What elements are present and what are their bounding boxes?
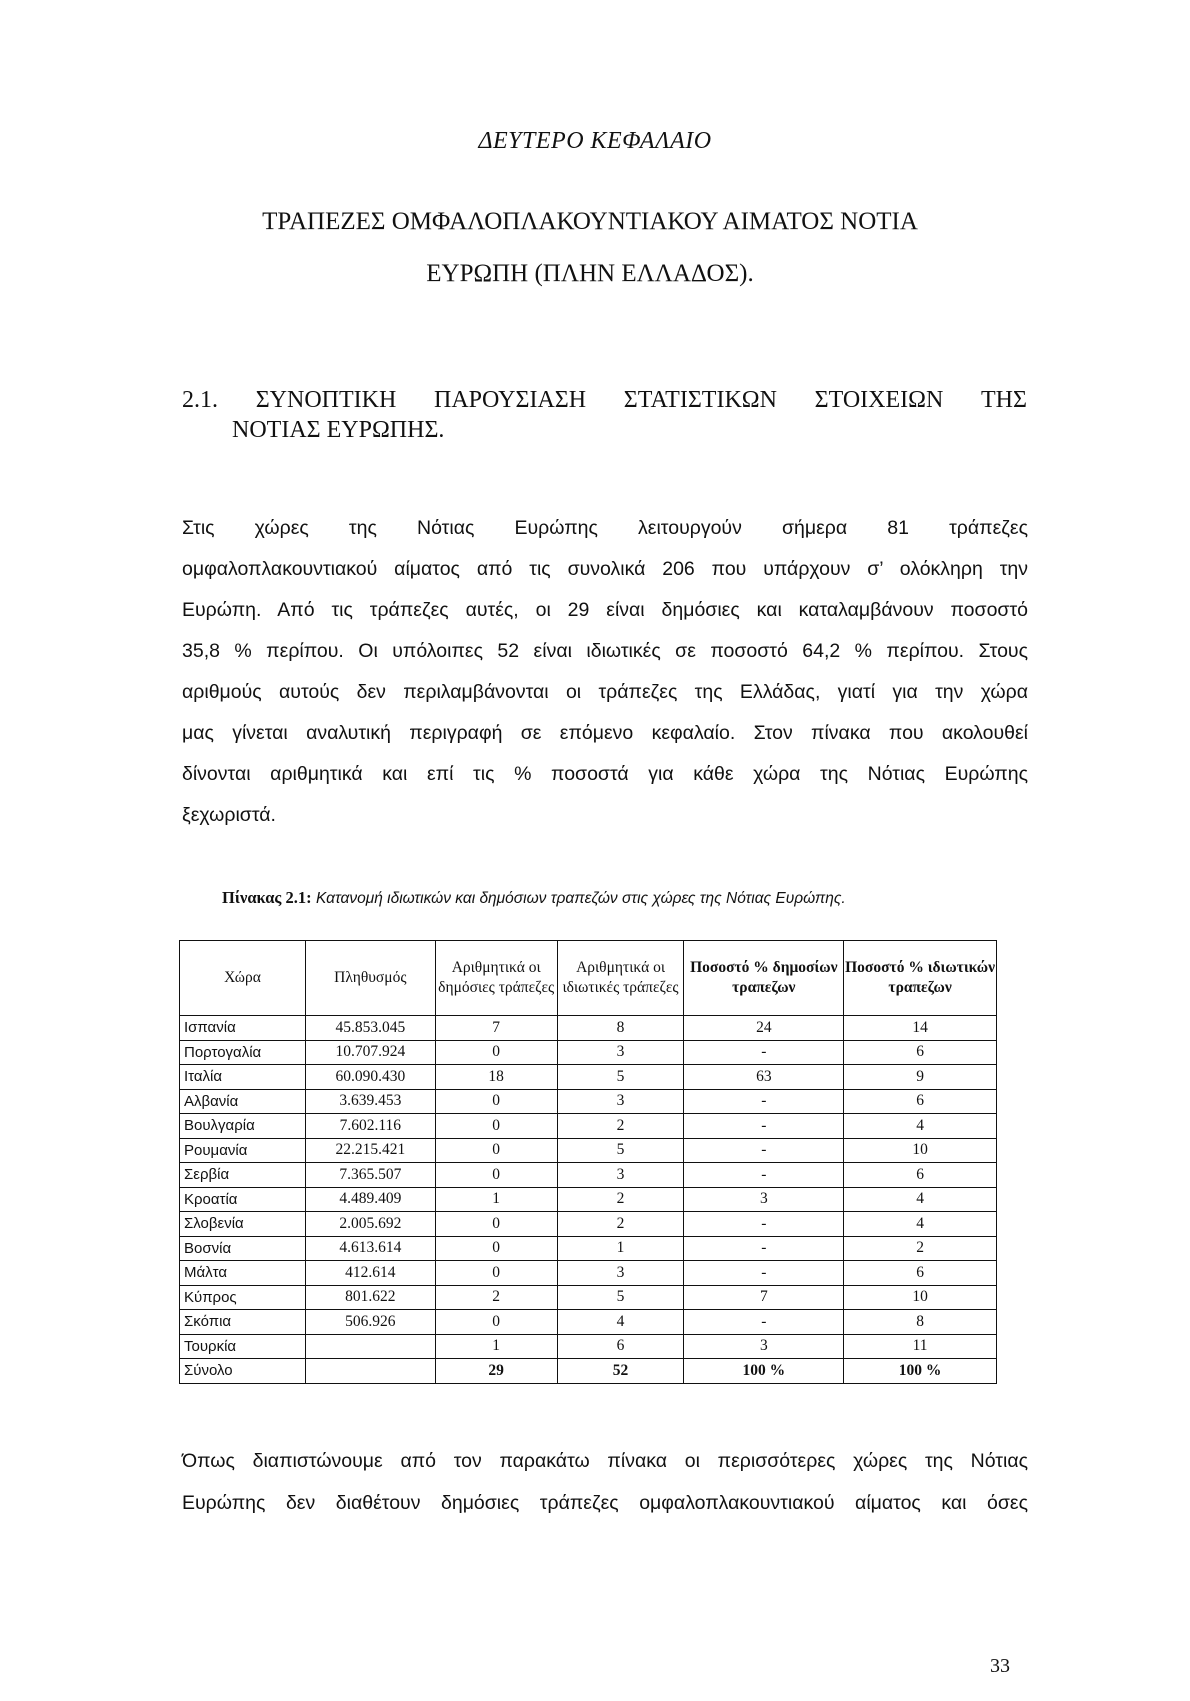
- table-row: [180, 1285, 997, 1310]
- table-cell: 8: [557, 1016, 684, 1041]
- table-cell: -: [684, 1261, 844, 1286]
- table-cell: 10: [844, 1285, 997, 1310]
- section-heading-line: [182, 385, 1027, 415]
- table-cell: Ισπανία: [180, 1016, 306, 1041]
- paragraph-intro: [182, 508, 1028, 836]
- table-row: [180, 1016, 997, 1041]
- table-cell: Κύπρος: [180, 1285, 306, 1310]
- table-cell: -: [684, 1163, 844, 1188]
- table-cell: 1: [435, 1334, 557, 1359]
- table-cell: 14: [844, 1016, 997, 1041]
- table-cell: 0: [435, 1261, 557, 1286]
- paragraph-line: Ευρώπης δεν διαθέτουν δημόσιες τράπεζες ομφαλοπλακουντιακού αίματος και όσες: [182, 1492, 1028, 1514]
- header-private-count: Αριθμητικά οι ιδιωτικές τράπεζες: [557, 941, 684, 1016]
- header-population: Πληθυσμός: [305, 941, 435, 1016]
- table-cell: 5: [557, 1065, 684, 1090]
- table-cell: 2: [435, 1285, 557, 1310]
- paragraph-line: ξεχωριστά.: [182, 804, 276, 826]
- table-cell: 7: [684, 1285, 844, 1310]
- section-word: ΣΥΝΟΠΤΙΚΗ: [255, 387, 397, 413]
- table-cell: 3: [684, 1187, 844, 1212]
- chapter-title-line: ΕΥΡΩΠΗ (ΠΛΗΝ ΕΛΛΑΔΟΣ).: [426, 260, 754, 287]
- table-cell: 18: [435, 1065, 557, 1090]
- table-cell: 4: [844, 1114, 997, 1139]
- table-row: [180, 1236, 997, 1261]
- table-cell: Σύνολο: [180, 1359, 306, 1384]
- section-word: ΣΤΟΙΧΕΙΩΝ: [814, 387, 944, 413]
- table-cell: Ρουμανία: [180, 1138, 306, 1163]
- chapter-heading: ΔΕΥΤΕΡΟ ΚΕΦΑΛΑΙΟ: [478, 128, 712, 154]
- table-cell: Κροατία: [180, 1187, 306, 1212]
- table-cell: 3: [557, 1089, 684, 1114]
- table-cell: 2.005.692: [305, 1212, 435, 1237]
- paragraph-line: δίνονται αριθμητικά και επί τις % ποσοστά για κάθε χώρα της Νότιας Ευρώπης: [182, 763, 1028, 785]
- table-cell: 100 %: [684, 1359, 844, 1384]
- table-row: [180, 1089, 997, 1114]
- header-public-percent: Ποσοστό % δημοσίων τραπεζων: [684, 941, 844, 1016]
- table-cell: 4.489.409: [305, 1187, 435, 1212]
- table-cell: 506.926: [305, 1310, 435, 1335]
- table-row: [180, 1310, 997, 1335]
- table-cell: 0: [435, 1040, 557, 1065]
- table-cell: Βουλγαρία: [180, 1114, 306, 1139]
- paragraph-line: Ευρώπη. Από τις τράπεζες αυτές, οι 29 είναι δημόσιες και καταλαμβάνουν ποσοστό: [182, 599, 1028, 621]
- table-cell: Σλοβενία: [180, 1212, 306, 1237]
- table-cell: Ιταλία: [180, 1065, 306, 1090]
- table-cell: 412.614: [305, 1261, 435, 1286]
- section-heading: [182, 385, 1027, 445]
- table-caption: [222, 888, 1022, 908]
- table-cell: 5: [557, 1285, 684, 1310]
- header-private-percent: Ποσοστό % ιδιωτικών τραπεζων: [844, 941, 997, 1016]
- table-cell: 4: [557, 1310, 684, 1335]
- table-cell: 4: [844, 1212, 997, 1237]
- table-cell: 6: [844, 1040, 997, 1065]
- table-cell: 10: [844, 1138, 997, 1163]
- table-cell: 0: [435, 1212, 557, 1237]
- table-cell: 0: [435, 1089, 557, 1114]
- table-cell: 22.215.421: [305, 1138, 435, 1163]
- table-cell: 2: [557, 1187, 684, 1212]
- table-row: [180, 1334, 997, 1359]
- paragraph-line: 35,8 % περίπου. Οι υπόλοιπες 52 είναι ιδιωτικές σε ποσοστό 64,2 % περίπου. Στους: [182, 640, 1028, 662]
- table-row: [180, 1114, 997, 1139]
- table-cell: 2: [557, 1212, 684, 1237]
- header-country: Χώρα: [180, 941, 306, 1016]
- table-cell: 6: [844, 1163, 997, 1188]
- section-word: ΠΑΡΟΥΣΙΑΣΗ: [434, 387, 587, 413]
- table-cell: 45.853.045: [305, 1016, 435, 1041]
- table-cell: [305, 1359, 435, 1384]
- table-row: [180, 1261, 997, 1286]
- table-cell: 1: [557, 1236, 684, 1261]
- table-cell: 60.090.430: [305, 1065, 435, 1090]
- table-cell: Σκόπια: [180, 1310, 306, 1335]
- table-cell: [305, 1334, 435, 1359]
- table-cell: 24: [684, 1016, 844, 1041]
- table-cell: 4.613.614: [305, 1236, 435, 1261]
- table-cell: 1: [435, 1187, 557, 1212]
- table-cell: Σερβία: [180, 1163, 306, 1188]
- table-row: [180, 1212, 997, 1237]
- table-cell: 3: [557, 1163, 684, 1188]
- table-cell: 6: [557, 1334, 684, 1359]
- table-cell: -: [684, 1310, 844, 1335]
- table-cell: 0: [435, 1236, 557, 1261]
- table-cell: 3.639.453: [305, 1089, 435, 1114]
- table-cell: 3: [557, 1040, 684, 1065]
- table-cell: Τουρκία: [180, 1334, 306, 1359]
- table-cell: 63: [684, 1065, 844, 1090]
- table-cell: Βοσνία: [180, 1236, 306, 1261]
- table-cell: 3: [557, 1261, 684, 1286]
- table-cell: 801.622: [305, 1285, 435, 1310]
- section-word: ΣΤΑΤΙΣΤΙΚΩΝ: [623, 387, 777, 413]
- table-cell: 0: [435, 1310, 557, 1335]
- table-cell: -: [684, 1040, 844, 1065]
- paragraph-line: αριθμούς αυτούς δεν περιλαμβάνονται οι τράπεζες της Ελλάδας, γιατί για την χώρα: [182, 681, 1028, 703]
- table-total-row: [180, 1359, 997, 1384]
- chapter-title-line: ΤΡΑΠΕΖΕΣ ΟΜΦΑΛΟΠΛΑΚΟΥΝΤΙΑΚΟΥ ΑΙΜΑΤΟΣ ΝΟΤΙΑ: [262, 208, 918, 235]
- table-cell: 7: [435, 1016, 557, 1041]
- paragraph-line: μας γίνεται αναλυτική περιγραφή σε επόμενο κεφαλαίο. Στον πίνακα που ακολουθεί: [182, 722, 1028, 744]
- table-cell: 2: [844, 1236, 997, 1261]
- table-cell: 100 %: [844, 1359, 997, 1384]
- table-cell: 29: [435, 1359, 557, 1384]
- table-cell: 4: [844, 1187, 997, 1212]
- table-body: [180, 1016, 997, 1384]
- section-number: 2.1.: [182, 387, 218, 413]
- table-cell: Αλβανία: [180, 1089, 306, 1114]
- table-cell: Μάλτα: [180, 1261, 306, 1286]
- paragraph-line: Στις χώρες της Νότιας Ευρώπης λειτουργούν σήμερα 81 τράπεζες: [182, 517, 1028, 539]
- table-cell: 7.365.507: [305, 1163, 435, 1188]
- table-cell: 6: [844, 1089, 997, 1114]
- section-heading-line: ΝΟΤΙΑΣ ΕΥΡΩΠΗΣ.: [232, 417, 445, 443]
- table-cell: 52: [557, 1359, 684, 1384]
- paragraph-line: Όπως διαπιστώνουμε από τον παρακάτω πίνακα οι περισσότερες χώρες της Νότιας: [182, 1450, 1028, 1472]
- paragraph-line: ομφαλοπλακουντιακού αίματος από τις συνολικά 206 που υπάρχουν σ’ ολόκληρη την: [182, 558, 1028, 580]
- section-word: ΤΗΣ: [981, 387, 1027, 413]
- table-cell: 6: [844, 1261, 997, 1286]
- table-row: [180, 1065, 997, 1090]
- table-row: [180, 1187, 997, 1212]
- table-row: [180, 1040, 997, 1065]
- table-cell: -: [684, 1138, 844, 1163]
- table-cell: 0: [435, 1163, 557, 1188]
- banks-table: [179, 940, 997, 1384]
- table-row: [180, 1163, 997, 1188]
- paragraph-conclusion: [182, 1440, 1028, 1524]
- chapter-title: [150, 196, 1030, 300]
- table-cell: -: [684, 1236, 844, 1261]
- table-cell: -: [684, 1114, 844, 1139]
- table-cell: 10.707.924: [305, 1040, 435, 1065]
- table-caption-text: Κατανομή ιδιωτικών και δημόσιων τραπεζών στις χώρες της Νότιας Ευρώπης.: [315, 890, 846, 907]
- table-cell: 9: [844, 1065, 997, 1090]
- table-cell: 11: [844, 1334, 997, 1359]
- table-cell: 3: [684, 1334, 844, 1359]
- table-header-row: [180, 941, 997, 1016]
- table-cell: 0: [435, 1138, 557, 1163]
- table-cell: 0: [435, 1114, 557, 1139]
- table-cell: 7.602.116: [305, 1114, 435, 1139]
- table-cell: -: [684, 1089, 844, 1114]
- table-cell: 8: [844, 1310, 997, 1335]
- table-cell: Πορτογαλία: [180, 1040, 306, 1065]
- table-caption-label: Πίνακας 2.1:: [222, 888, 312, 907]
- table-cell: 5: [557, 1138, 684, 1163]
- table-cell: -: [684, 1212, 844, 1237]
- header-public-count: Αριθμητικά οι δημόσιες τράπεζες: [435, 941, 557, 1016]
- table-cell: 2: [557, 1114, 684, 1139]
- page-number: 33: [990, 1655, 1010, 1677]
- table-row: [180, 1138, 997, 1163]
